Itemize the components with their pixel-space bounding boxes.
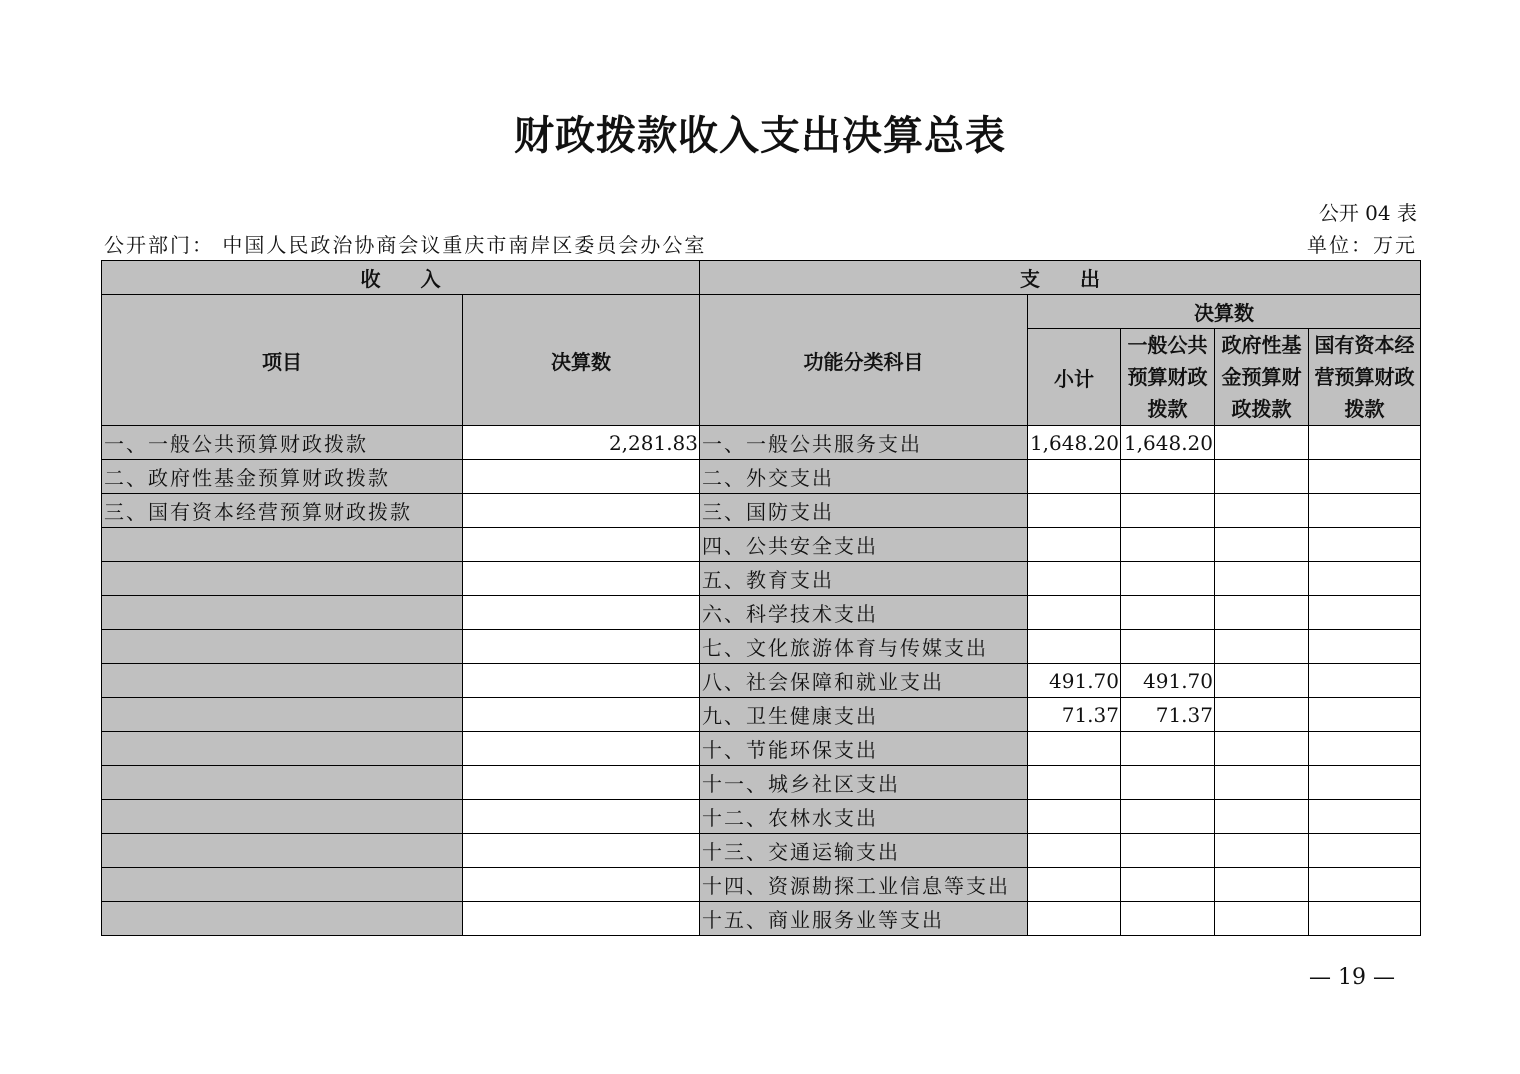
expense-item-cell: 七、文化旅游体育与传媒支出 [700, 630, 1028, 664]
income-item-cell [102, 596, 463, 630]
gov-fund-cell [1215, 528, 1309, 562]
table-row [102, 868, 1421, 902]
expense-item-cell: 一、一般公共服务支出 [700, 426, 1028, 460]
general-budget-cell [1121, 800, 1215, 834]
subtotal-cell [1028, 834, 1121, 868]
general-budget-cell [1121, 596, 1215, 630]
income-item-cell [102, 902, 463, 936]
general-budget-cell [1121, 732, 1215, 766]
income-item-cell [102, 800, 463, 834]
state-capital-cell [1309, 630, 1421, 664]
general-budget-cell [1121, 902, 1215, 936]
gov-fund-cell [1215, 766, 1309, 800]
expense-item-cell: 三、国防支出 [700, 494, 1028, 528]
page-title: 财政拨款收入支出决算总表 [514, 112, 1006, 159]
income-item-cell [102, 630, 463, 664]
income-amount-cell [463, 732, 700, 766]
gov-fund-cell [1215, 460, 1309, 494]
income-amount-cell [463, 630, 700, 664]
table-row [102, 834, 1421, 868]
table-row [102, 664, 1421, 698]
general-budget-header: 一般公共预算财政拨款 [1121, 329, 1215, 426]
general-budget-cell: 1,648.20 [1121, 426, 1215, 460]
state-capital-cell [1309, 528, 1421, 562]
income-header: 收 入 [102, 261, 700, 295]
item-header: 项目 [102, 295, 463, 426]
income-item-cell [102, 698, 463, 732]
income-amount-cell [463, 834, 700, 868]
subtotal-cell [1028, 494, 1121, 528]
subtotal-cell [1028, 562, 1121, 596]
expense-item-cell: 二、外交支出 [700, 460, 1028, 494]
state-capital-cell [1309, 562, 1421, 596]
income-amount-cell [463, 664, 700, 698]
budget-table [101, 260, 1421, 936]
expense-item-cell: 十一、城乡社区支出 [700, 766, 1028, 800]
gov-fund-cell [1215, 562, 1309, 596]
table-row [102, 902, 1421, 936]
general-budget-cell [1121, 528, 1215, 562]
expense-item-cell: 十二、农林水支出 [700, 800, 1028, 834]
final-amount-header: 决算数 [1028, 295, 1421, 329]
income-item-cell: 一、一般公共预算财政拨款 [102, 426, 463, 460]
subtotal-cell [1028, 596, 1121, 630]
function-category-header: 功能分类科目 [700, 295, 1028, 426]
expense-item-cell: 八、社会保障和就业支出 [700, 664, 1028, 698]
gov-fund-header: 政府性基金预算财政拨款 [1215, 329, 1309, 426]
gov-fund-cell [1215, 732, 1309, 766]
gov-fund-cell [1215, 698, 1309, 732]
general-budget-cell [1121, 630, 1215, 664]
table-row [102, 698, 1421, 732]
table-row [102, 596, 1421, 630]
state-capital-cell [1309, 460, 1421, 494]
gov-fund-cell [1215, 664, 1309, 698]
income-item-cell [102, 868, 463, 902]
table-row [102, 800, 1421, 834]
gov-fund-cell [1215, 426, 1309, 460]
state-capital-cell [1309, 868, 1421, 902]
income-amount-cell [463, 766, 700, 800]
income-amount-cell [463, 596, 700, 630]
income-item-cell [102, 562, 463, 596]
state-capital-cell [1309, 766, 1421, 800]
expense-item-cell: 四、公共安全支出 [700, 528, 1028, 562]
income-amount-cell [463, 528, 700, 562]
income-item-cell [102, 834, 463, 868]
unit-label: 单位：万元 [1307, 233, 1417, 257]
income-amount-cell [463, 494, 700, 528]
expense-item-cell: 十、节能环保支出 [700, 732, 1028, 766]
state-capital-cell [1309, 664, 1421, 698]
subtotal-cell [1028, 800, 1121, 834]
gov-fund-cell [1215, 868, 1309, 902]
gov-fund-cell [1215, 800, 1309, 834]
gov-fund-cell [1215, 596, 1309, 630]
subtotal-cell [1028, 902, 1121, 936]
income-amount-cell [463, 868, 700, 902]
gov-fund-cell [1215, 902, 1309, 936]
gov-fund-cell [1215, 494, 1309, 528]
state-capital-cell [1309, 596, 1421, 630]
form-number: 公开 04 表 [1318, 201, 1417, 225]
expense-item-cell: 十四、资源勘探工业信息等支出 [700, 868, 1028, 902]
state-capital-cell [1309, 732, 1421, 766]
income-amount-cell [463, 698, 700, 732]
state-capital-cell [1309, 494, 1421, 528]
state-capital-cell [1309, 426, 1421, 460]
amount-header: 决算数 [463, 295, 700, 426]
general-budget-cell [1121, 460, 1215, 494]
subtotal-cell: 1,648.20 [1028, 426, 1121, 460]
state-capital-cell [1309, 698, 1421, 732]
expense-item-cell: 六、科学技术支出 [700, 596, 1028, 630]
subtotal-cell [1028, 460, 1121, 494]
table-row [102, 426, 1421, 460]
subtotal-cell: 71.37 [1028, 698, 1121, 732]
general-budget-cell: 491.70 [1121, 664, 1215, 698]
state-capital-cell [1309, 834, 1421, 868]
income-item-cell [102, 528, 463, 562]
table-row [102, 630, 1421, 664]
general-budget-cell [1121, 494, 1215, 528]
subtotal-cell [1028, 732, 1121, 766]
gov-fund-cell [1215, 834, 1309, 868]
subtotal-cell [1028, 868, 1121, 902]
page-number: — 19 — [1309, 965, 1395, 990]
income-item-cell [102, 664, 463, 698]
income-item-cell [102, 766, 463, 800]
income-amount-cell [463, 562, 700, 596]
subtotal-header: 小计 [1028, 329, 1121, 426]
expense-item-cell: 十五、商业服务业等支出 [700, 902, 1028, 936]
table-row [102, 562, 1421, 596]
state-capital-cell [1309, 800, 1421, 834]
expense-item-cell: 十三、交通运输支出 [700, 834, 1028, 868]
gov-fund-cell [1215, 630, 1309, 664]
expense-item-cell: 五、教育支出 [700, 562, 1028, 596]
subtotal-cell [1028, 766, 1121, 800]
table-row [102, 528, 1421, 562]
state-capital-cell [1309, 902, 1421, 936]
income-amount-cell [463, 902, 700, 936]
general-budget-cell [1121, 868, 1215, 902]
income-item-cell: 三、国有资本经营预算财政拨款 [102, 494, 463, 528]
income-item-cell: 二、政府性基金预算财政拨款 [102, 460, 463, 494]
income-amount-cell [463, 800, 700, 834]
subtotal-cell: 491.70 [1028, 664, 1121, 698]
income-amount-cell [463, 460, 700, 494]
table-row [102, 494, 1421, 528]
department-label: 公开部门： 中国人民政治协商会议重庆市南岸区委员会办公室 [104, 233, 707, 257]
table-row [102, 766, 1421, 800]
general-budget-cell: 71.37 [1121, 698, 1215, 732]
subtotal-cell [1028, 528, 1121, 562]
table-row [102, 460, 1421, 494]
general-budget-cell [1121, 562, 1215, 596]
general-budget-cell [1121, 834, 1215, 868]
income-item-cell [102, 732, 463, 766]
state-capital-header: 国有资本经营预算财政拨款 [1309, 329, 1421, 426]
table-row [102, 732, 1421, 766]
subtotal-cell [1028, 630, 1121, 664]
general-budget-cell [1121, 766, 1215, 800]
income-amount-cell: 2,281.83 [463, 426, 700, 460]
expense-header: 支 出 [700, 261, 1421, 295]
expense-item-cell: 九、卫生健康支出 [700, 698, 1028, 732]
